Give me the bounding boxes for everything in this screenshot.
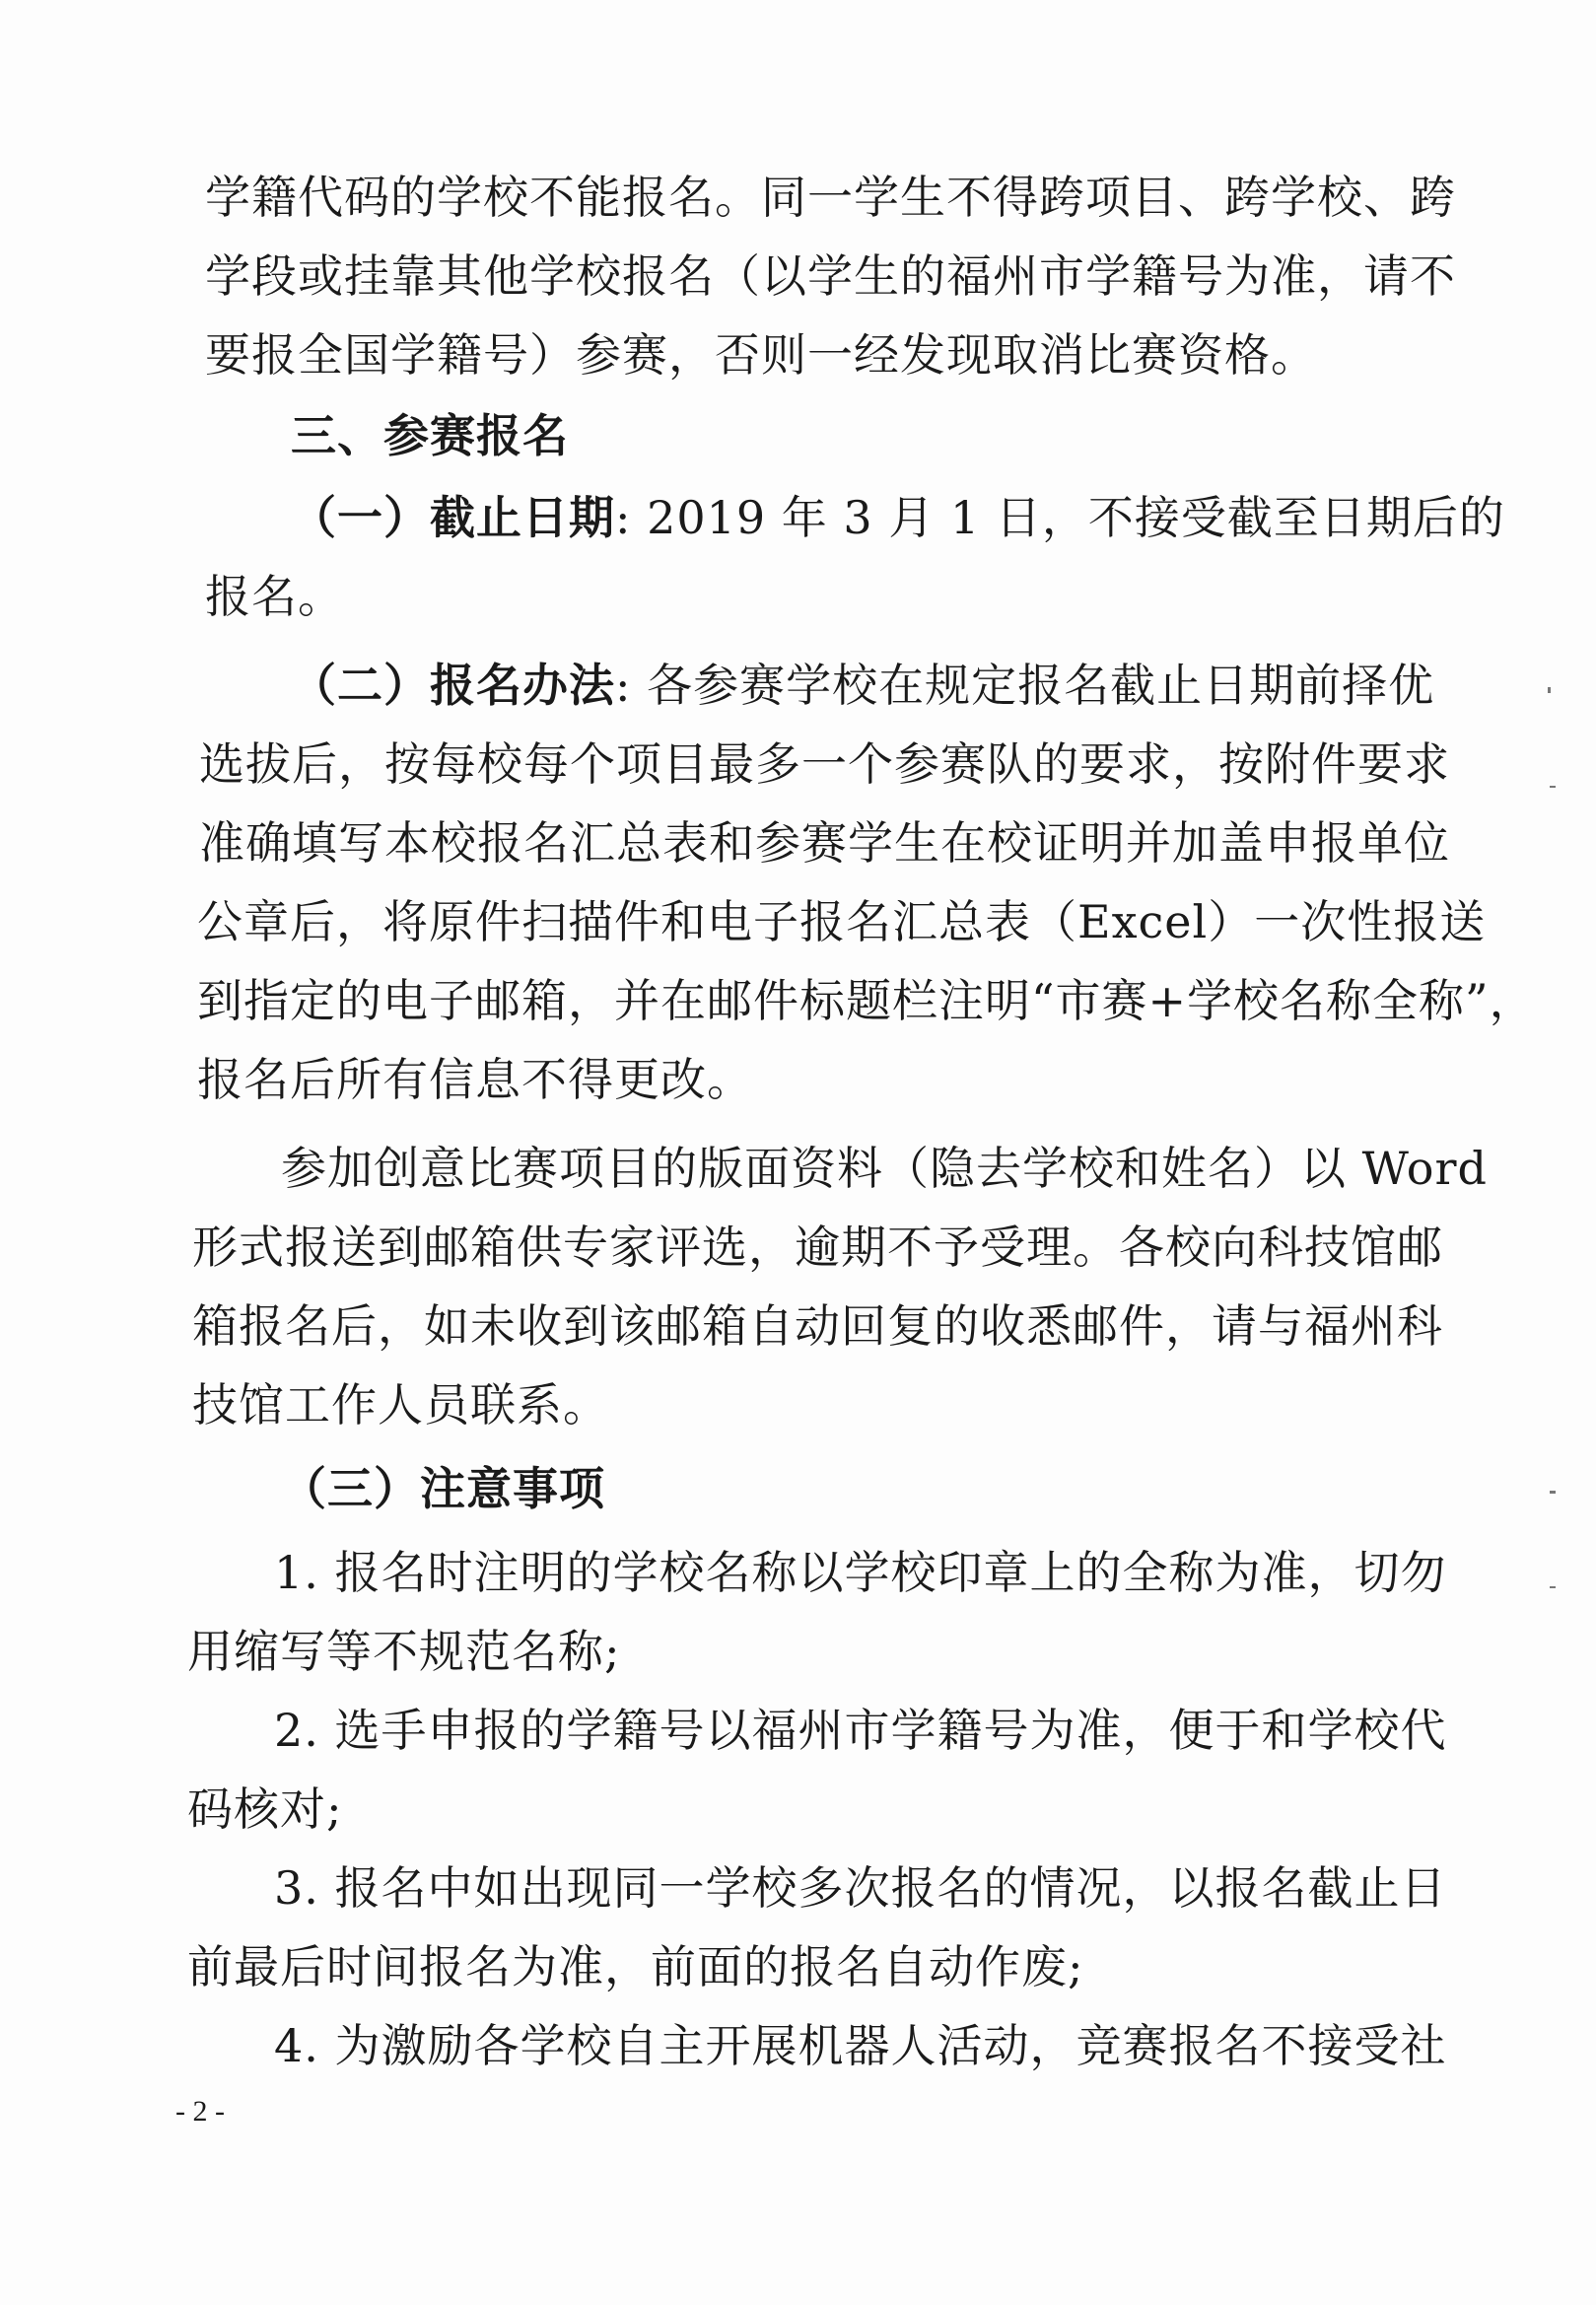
section-heading: 三、参赛报名 bbox=[291, 409, 569, 462]
paragraph-line: 形式报送到邮箱供专家评选，逾期不予受理。各校向科技馆邮 bbox=[192, 1221, 1443, 1274]
item-line bbox=[291, 656, 1434, 715]
item-line bbox=[291, 488, 1505, 547]
scan-speck bbox=[1548, 687, 1551, 693]
paragraph-line: 到指定的电子邮箱，并在邮件标题栏注明“市赛+学校名称全称”， bbox=[197, 974, 1536, 1027]
paragraph-line: 准确填写本校报名汇总表和参赛学生在校证明并加盖申报单位 bbox=[199, 816, 1450, 870]
page-number: - 2 - bbox=[175, 2095, 225, 2128]
note-line: 2. 选手申报的学籍号以福州市学籍号为准，便于和学校代 bbox=[274, 1704, 1447, 1757]
paragraph-line: 学段或挂靠其他学校报名（以学生的福州市学籍号为准，请不 bbox=[205, 249, 1456, 303]
item-text: : 2019 年 3 月 1 日，不接受截至日期后的 bbox=[615, 491, 1505, 544]
paragraph-line: 选拔后，按每校每个项目最多一个参赛队的要求，按附件要求 bbox=[199, 737, 1450, 791]
item-text: : 各参赛学校在规定报名截止日期前择优 bbox=[615, 659, 1435, 712]
note-line: 4. 为激励各学校自主开展机器人活动，竞赛报名不接受社 bbox=[274, 2019, 1447, 2072]
scan-speck bbox=[1550, 1586, 1556, 1588]
paragraph-line: 报名后所有信息不得更改。 bbox=[197, 1053, 753, 1106]
note-line: 用缩写等不规范名称; bbox=[187, 1625, 621, 1678]
paragraph-line: 参加创意比赛项目的版面资料（隐去学校和姓名）以 Word bbox=[281, 1142, 1488, 1195]
paragraph-line: 技馆工作人员联系。 bbox=[192, 1378, 609, 1432]
note-line: 3. 报名中如出现同一学校多次报名的情况，以报名截止日 bbox=[274, 1861, 1447, 1915]
note-line: 前最后时间报名为准，前面的报名自动作废; bbox=[187, 1940, 1084, 1993]
paragraph-line: 要报全国学籍号）参赛，否则一经发现取消比赛资格。 bbox=[205, 328, 1317, 382]
item-heading: （三）注意事项 bbox=[281, 1462, 605, 1515]
paragraph-line: 公章后，将原件扫描件和电子报名汇总表（Excel）一次性报送 bbox=[197, 895, 1487, 948]
scan-speck bbox=[1550, 1491, 1556, 1494]
scan-speck bbox=[1550, 786, 1556, 788]
paragraph-line: 箱报名后，如未收到该邮箱自动回复的收悉邮件，请与福州科 bbox=[192, 1299, 1443, 1353]
item-line: 报名。 bbox=[205, 570, 344, 623]
note-line: 1. 报名时注明的学校名称以学校印章上的全称为准，切勿 bbox=[274, 1546, 1447, 1599]
item-label: （一）截止日期 bbox=[291, 491, 615, 544]
item-label: （二）报名办法 bbox=[291, 659, 615, 712]
paragraph-line: 学籍代码的学校不能报名。同一学生不得跨项目、跨学校、跨 bbox=[205, 171, 1456, 224]
note-line: 码核对; bbox=[187, 1782, 343, 1836]
